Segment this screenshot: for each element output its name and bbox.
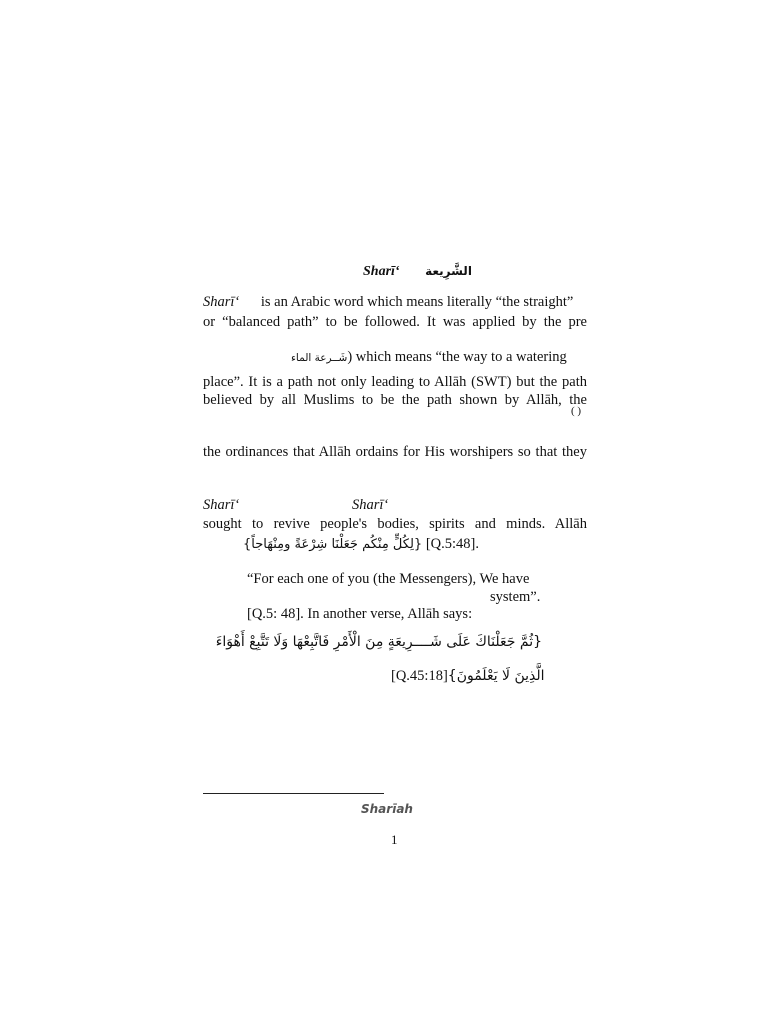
line-1-text: is an Arabic word which means literally “the straight” bbox=[260, 294, 574, 310]
line-6: the ordinances that Allāh ordains for His worshipers so that they bbox=[203, 444, 587, 460]
quran-citation-2 bbox=[391, 668, 545, 685]
footnote-text: Sharīah bbox=[361, 802, 413, 816]
line-3 bbox=[291, 349, 567, 366]
section-heading bbox=[363, 264, 472, 280]
term-shari-a: Sharī‘ bbox=[203, 497, 240, 513]
translation-line-2: system”. bbox=[490, 589, 541, 605]
translation-line-1: “For each one of you (the Messengers), We have bbox=[247, 571, 530, 587]
quran-verse-45-18-end: الَّذِينَ لَا يَعْلَمُونَ} bbox=[447, 668, 545, 684]
term-shari-b: Sharī‘ bbox=[352, 497, 389, 513]
heading-arabic: الشَّرِيعة bbox=[425, 264, 472, 278]
quran-citation-1 bbox=[243, 536, 479, 553]
quran-verse-45-18-arabic: {ثُمَّ جَعَلْنَاكَ عَلَى شَــــرِيعَةٍ مِنَ الْأَمْرِ فَاتَّبِعْهَا وَلَا تَتَّبِعْ أَهْوَاءَ bbox=[215, 634, 542, 650]
footnote-separator bbox=[203, 793, 384, 794]
quran-ref-45-18: [Q.45:18] bbox=[391, 668, 448, 684]
line-5: believed by all Muslims to be the path shown by Allāh, the bbox=[203, 392, 587, 408]
term-shari: Sharī‘ bbox=[203, 294, 240, 310]
arabic-phrase-watering: شَــرعة الماء bbox=[291, 352, 348, 364]
heading-transliteration: Sharī‘ bbox=[363, 264, 400, 279]
line-8: sought to revive people's bodies, spirits and minds. Allāh bbox=[203, 516, 587, 532]
line-4: place”. It is a path not only leading to Allāh (SWT) but the path bbox=[203, 374, 587, 390]
line-3-text: ) which means “the way to a watering bbox=[347, 349, 567, 365]
page-number: 1 bbox=[391, 832, 398, 847]
line-1 bbox=[203, 294, 573, 311]
line-2: or “balanced path” to be followed. It was applied by the pre bbox=[203, 314, 587, 330]
quran-verse-5-48-arabic: {لِكُلٍّ مِنْكُم جَعَلْنَا شِرْعَةً ومِنْهَاجاً} bbox=[243, 537, 423, 552]
translation-reference: [Q.5: 48]. In another verse, Allāh says: bbox=[247, 606, 473, 622]
quran-ref-5-48: [Q.5:48]. bbox=[425, 536, 479, 552]
line-5-note: ( ) bbox=[571, 405, 582, 417]
